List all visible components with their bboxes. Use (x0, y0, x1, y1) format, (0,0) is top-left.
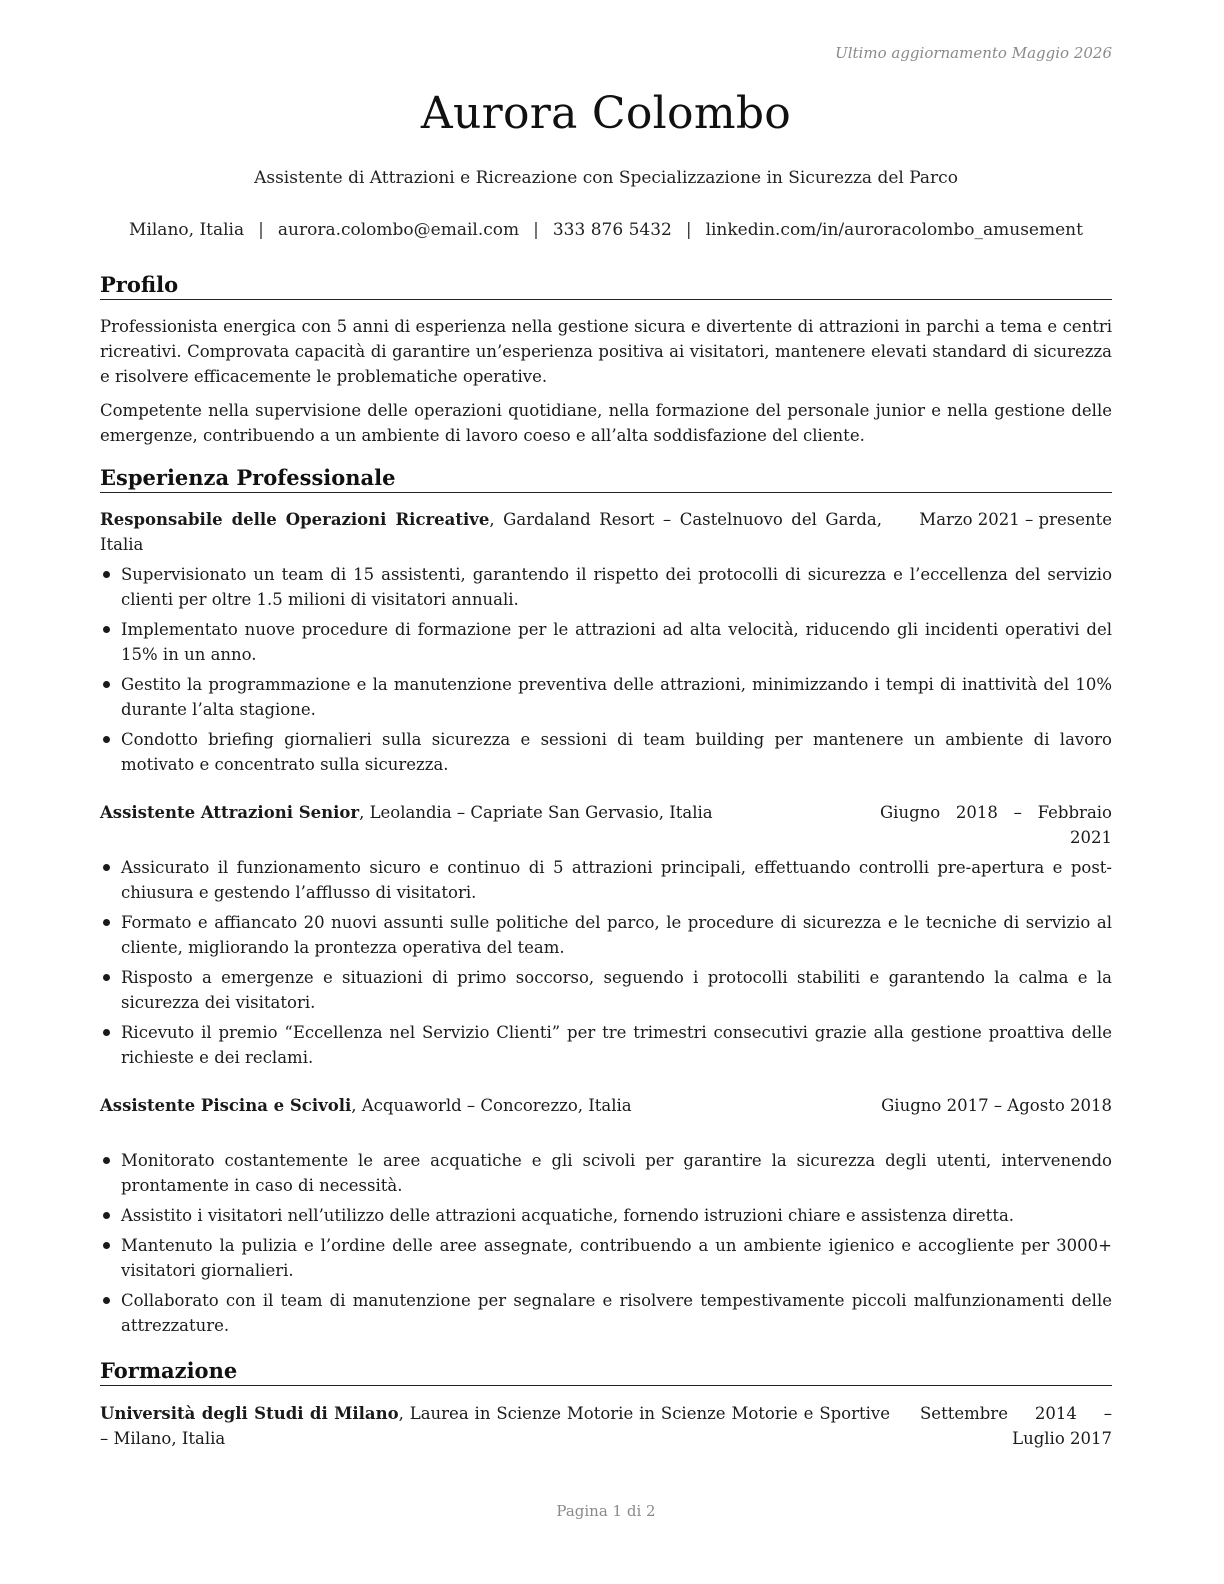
bullet-dot-icon (103, 1212, 110, 1219)
job-dates: Giugno 2017 – Agosto 2018 (881, 1096, 1112, 1115)
education-entry (100, 1401, 1112, 1451)
contact-linkedin[interactable]: linkedin.com/in/auroracolombo_amusement (705, 220, 1083, 240)
bullet-dot-icon (103, 1157, 110, 1164)
job-role: Assistente Piscina e Scivoli (100, 1096, 352, 1115)
degree: , Laurea in Scienze Motorie in Scienze Motorie e Sportive – Milano, Italia (100, 1404, 890, 1448)
job-header-3 (100, 1093, 1112, 1143)
page-number: Pagina 1 di 2 (556, 1502, 656, 1520)
candidate-name: Aurora Colombo (420, 88, 792, 139)
bullet-dot-icon (103, 626, 110, 633)
separator: | (258, 220, 264, 240)
job-header-1 (100, 507, 1112, 557)
bullet-dot-icon (103, 974, 110, 981)
separator: | (685, 220, 692, 240)
job-bullets-1 (100, 562, 1112, 782)
bullet-dot-icon (103, 864, 110, 871)
list-item: Monitorato costantemente le aree acquatiche e gli scivoli per garantire la sicurezza degli utenti, intervenendo prontamente in caso di necessità. (100, 1148, 1112, 1198)
job-role: Assistente Attrazioni Senior (100, 803, 360, 822)
bullet-dot-icon (103, 1029, 110, 1036)
job-role: Responsabile delle Operazioni Ricreative (100, 510, 490, 529)
resume-page (100, 0, 1112, 1584)
job-dates: Giugno 2018 – Febbraio 2021 (880, 803, 1112, 847)
list-item: Mantenuto la pulizia e l’ordine delle aree assegnate, contribuendo a un ambiente igienico e accogliente per 3000+ visitatori giornalieri. (100, 1233, 1112, 1283)
job-title: Assistente di Attrazioni e Ricreazione con Specializzazione in Sicurezza del Parco (254, 168, 958, 188)
bullet-dot-icon (103, 919, 110, 926)
list-item: Implementato nuove procedure di formazione per le attrazioni ad alta velocità, riducendo gli incidenti operativi del 15% in un anno. (100, 617, 1112, 667)
list-item: Gestito la programmazione e la manutenzione preventiva delle attrazioni, minimizzando i tempi di inattività del 10% durante l’alta stagione. (100, 672, 1112, 722)
profile-paragraph-2: Competente nella supervisione delle operazioni quotidiane, nella formazione del personale junior e nella gestione delle emergenze, contribuendo a un ambiente di lavoro coeso e all’alta soddisfazione del cliente. (100, 401, 1112, 445)
list-item: Risposto a emergenze e situazioni di primo soccorso, seguendo i protocolli stabiliti e garantendo la calma e la sicurezza dei visitatori. (100, 965, 1112, 1015)
job-bullets-3 (100, 1148, 1112, 1343)
education-dates: Settembre 2014 – Luglio 2017 (920, 1404, 1112, 1448)
section-title-profile: Profilo (100, 272, 1112, 300)
list-item: Assicurato il funzionamento sicuro e continuo di 5 attrazioni principali, effettuando controlli pre-apertura e post-chiusura e gestendo l’afflusso di visitatori. (100, 855, 1112, 905)
list-item: Collaborato con il team di manutenzione per segnalare e risolvere tempestivamente piccoli malfunzionamenti delle attrezzature. (100, 1288, 1112, 1338)
job-header-2 (100, 800, 1112, 850)
job-dates: Marzo 2021 – presente (919, 510, 1112, 529)
contact-line (100, 220, 1112, 240)
list-item: Supervisionato un team di 15 assistenti, garantendo il rispetto dei protocolli di sicurezza e l’eccellenza del servizio clienti per oltre 1.5 milioni di visitatori annuali. (100, 562, 1112, 612)
last-updated: Ultimo aggiornamento Maggio 2026 (835, 44, 1112, 62)
section-title-experience: Esperienza Professionale (100, 465, 1112, 493)
section-title-education: Formazione (100, 1358, 1112, 1386)
job-place: , Acquaworld – Concorezzo, Italia (351, 1096, 632, 1115)
bullet-dot-icon (103, 736, 110, 743)
bullet-dot-icon (103, 681, 110, 688)
separator: | (533, 220, 539, 240)
list-item: Formato e affiancato 20 nuovi assunti sulle politiche del parco, le procedure di sicurezza e le tecniche di servizio al cliente, migliorando la prontezza operativa del team. (100, 910, 1112, 960)
contact-phone[interactable]: 333 876 5432 (552, 220, 672, 240)
bullet-dot-icon (103, 571, 110, 578)
job-bullets-2 (100, 855, 1112, 1075)
list-item: Condotto briefing giornalieri sulla sicurezza e sessioni di team building per mantenere un ambiente di lavoro motivato e concentrato sulla sicurezza. (100, 727, 1112, 777)
bullet-dot-icon (103, 1242, 110, 1249)
list-item: Ricevuto il premio “Eccellenza nel Servizio Clienti” per tre trimestri consecutivi grazie alla gestione proattiva delle richieste e dei reclami. (100, 1020, 1112, 1070)
job-place: , Leolandia – Capriate San Gervasio, Italia (359, 803, 713, 822)
contact-email[interactable]: aurora.colombo@email.com (277, 220, 520, 240)
bullet-dot-icon (103, 1297, 110, 1304)
list-item: Assistito i visitatori nell’utilizzo delle attrazioni acquatiche, fornendo istruzioni chiare e assistenza diretta. (100, 1203, 1112, 1228)
profile-paragraph-1: Professionista energica con 5 anni di esperienza nella gestione sicura e divertente di attrazioni in parchi a tema e centri ricreativi. Comprovata capacità di garantire un’esperienza positiva ai visitatori, mantenere elevati standard di sicurezza e risolvere efficacemente le problematiche operative. (100, 317, 1112, 386)
job-place: , Gardaland Resort – Castelnuovo del Garda, Italia (100, 510, 882, 554)
contact-location: Milano, Italia (129, 220, 245, 240)
school-name: Università degli Studi di Milano (100, 1404, 399, 1423)
